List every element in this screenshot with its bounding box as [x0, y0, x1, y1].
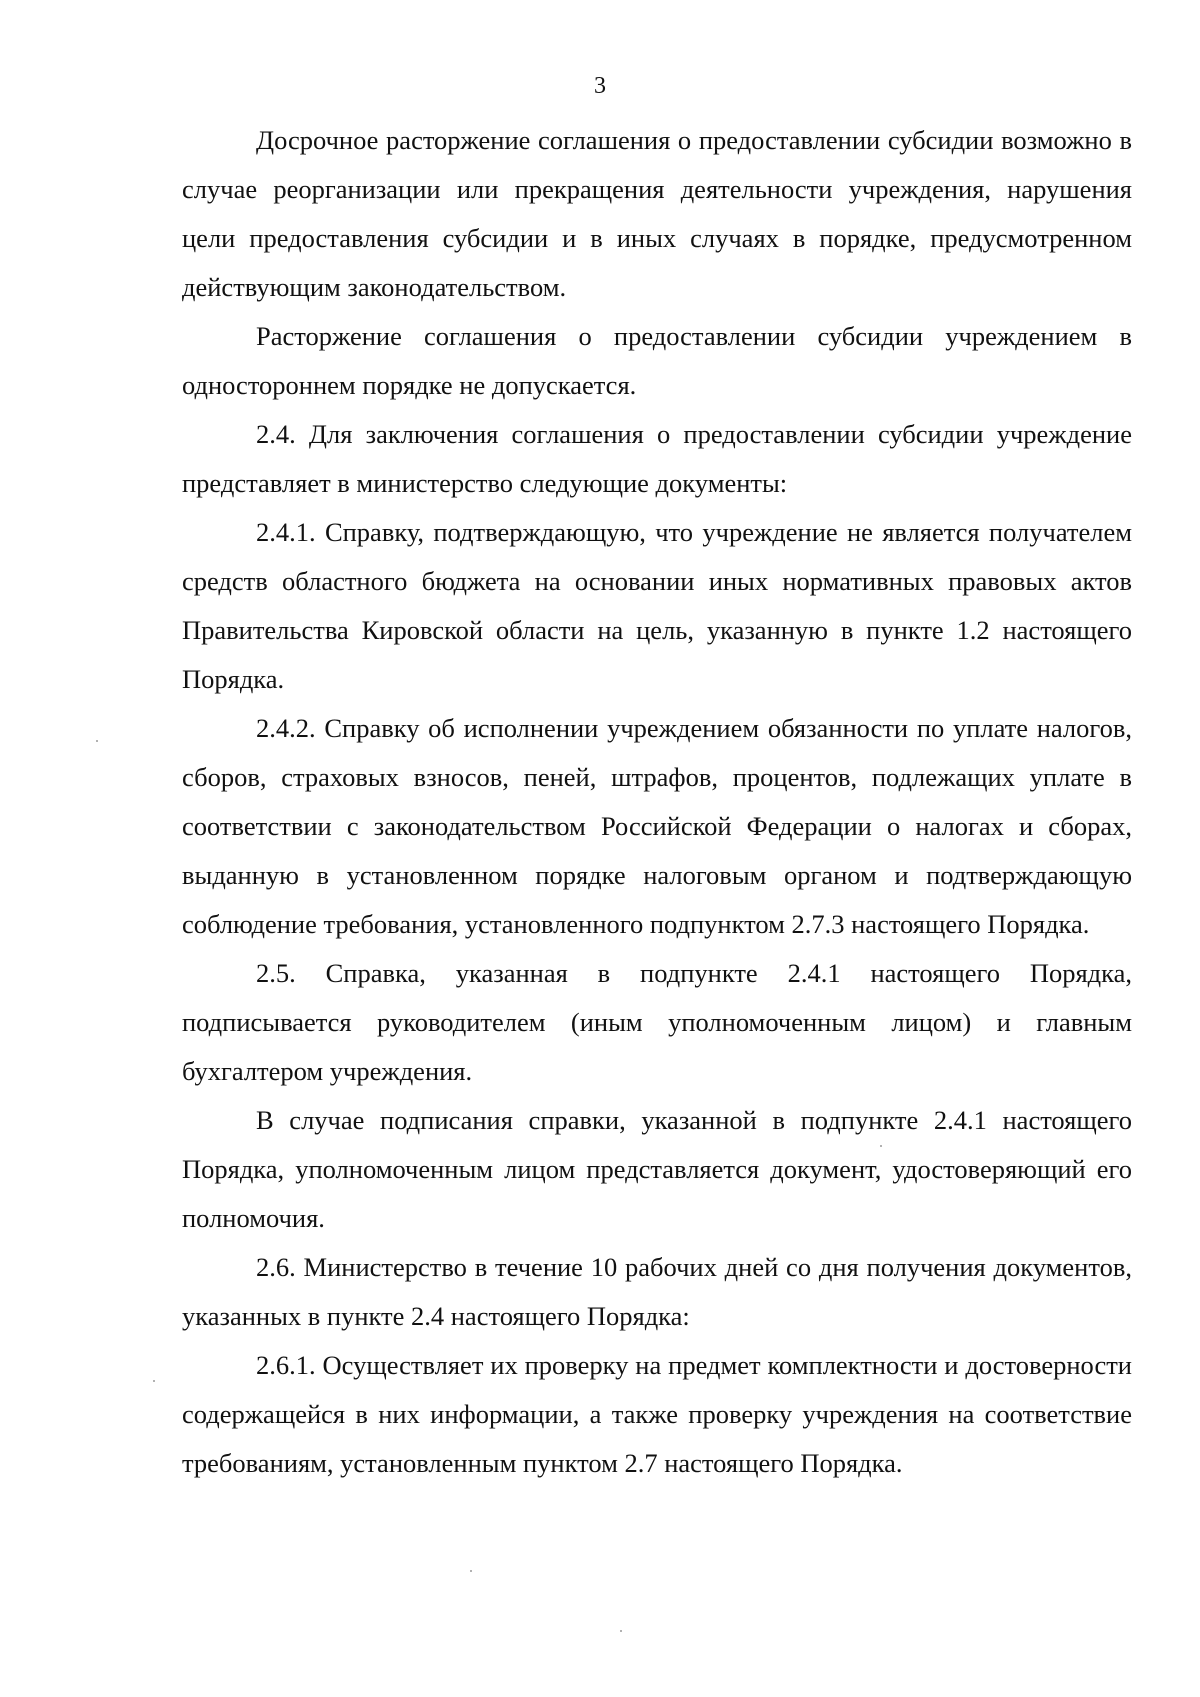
scan-speck — [153, 1380, 155, 1382]
paragraph-unilateral-termination: Расторжение соглашения о предоставлении субсидии учреждением в одностороннем порядке не допускается. — [182, 321, 1132, 400]
page-number: 3 — [594, 73, 606, 99]
paragraph-2-4: 2.4. Для заключения соглашения о предоставлении субсидии учреждение представляет в министерство следующие документы: — [182, 419, 1132, 498]
scan-speck — [620, 1630, 622, 1632]
paragraph-authorized-person: В случае подписания справки, указанной в подпункте 2.4.1 настоящего Порядка, уполномоченным лицом представляется документ, удостоверяющий его полномочия. — [182, 1105, 1132, 1233]
paragraph-2-4-1: 2.4.1. Справку, подтверждающую, что учреждение не является получателем средств областного бюджета на основании иных нормативных правовых актов Правительства Кировской области на цель, указанную в пункте 1.2 настоящего Порядка. — [182, 517, 1132, 694]
paragraph-2-6-1: 2.6.1. Осуществляет их проверку на предмет комплектности и достоверности содержащейся в них информации, а также проверку учреждения на соответствие требованиям, установленным пунктом 2.7 настоящего Порядка. — [182, 1350, 1132, 1478]
paragraph-2-5: 2.5. Справка, указанная в подпункте 2.4.1 настоящего Порядка, подписывается руководителем (иным уполномоченным лицом) и главным бухгалтером учреждения. — [182, 958, 1132, 1086]
scan-speck — [470, 1570, 472, 1572]
scan-speck — [96, 740, 98, 742]
paragraph-early-termination: Досрочное расторжение соглашения о предоставлении субсидии возможно в случае реорганизации или прекращения деятельности учреждения, нарушения цели предоставления субсидии и в иных случаях в порядке, предусмотренном действующим законодательством. — [182, 125, 1132, 302]
document-body — [182, 116, 1132, 1488]
paragraph-2-6: 2.6. Министерство в течение 10 рабочих дней со дня получения документов, указанных в пункте 2.4 настоящего Порядка: — [182, 1252, 1132, 1331]
scan-speck — [880, 1145, 882, 1147]
paragraph-2-4-2: 2.4.2. Справку об исполнении учреждением обязанности по уплате налогов, сборов, страховых взносов, пеней, штрафов, процентов, подлежащих уплате в соответствии с законодательством Российской Федерации о налогах и сборах, выданную в установленном порядке налоговым органом и подтверждающую соблюдение требования, установленного подпунктом 2.7.3 настоящего Порядка. — [182, 713, 1132, 939]
